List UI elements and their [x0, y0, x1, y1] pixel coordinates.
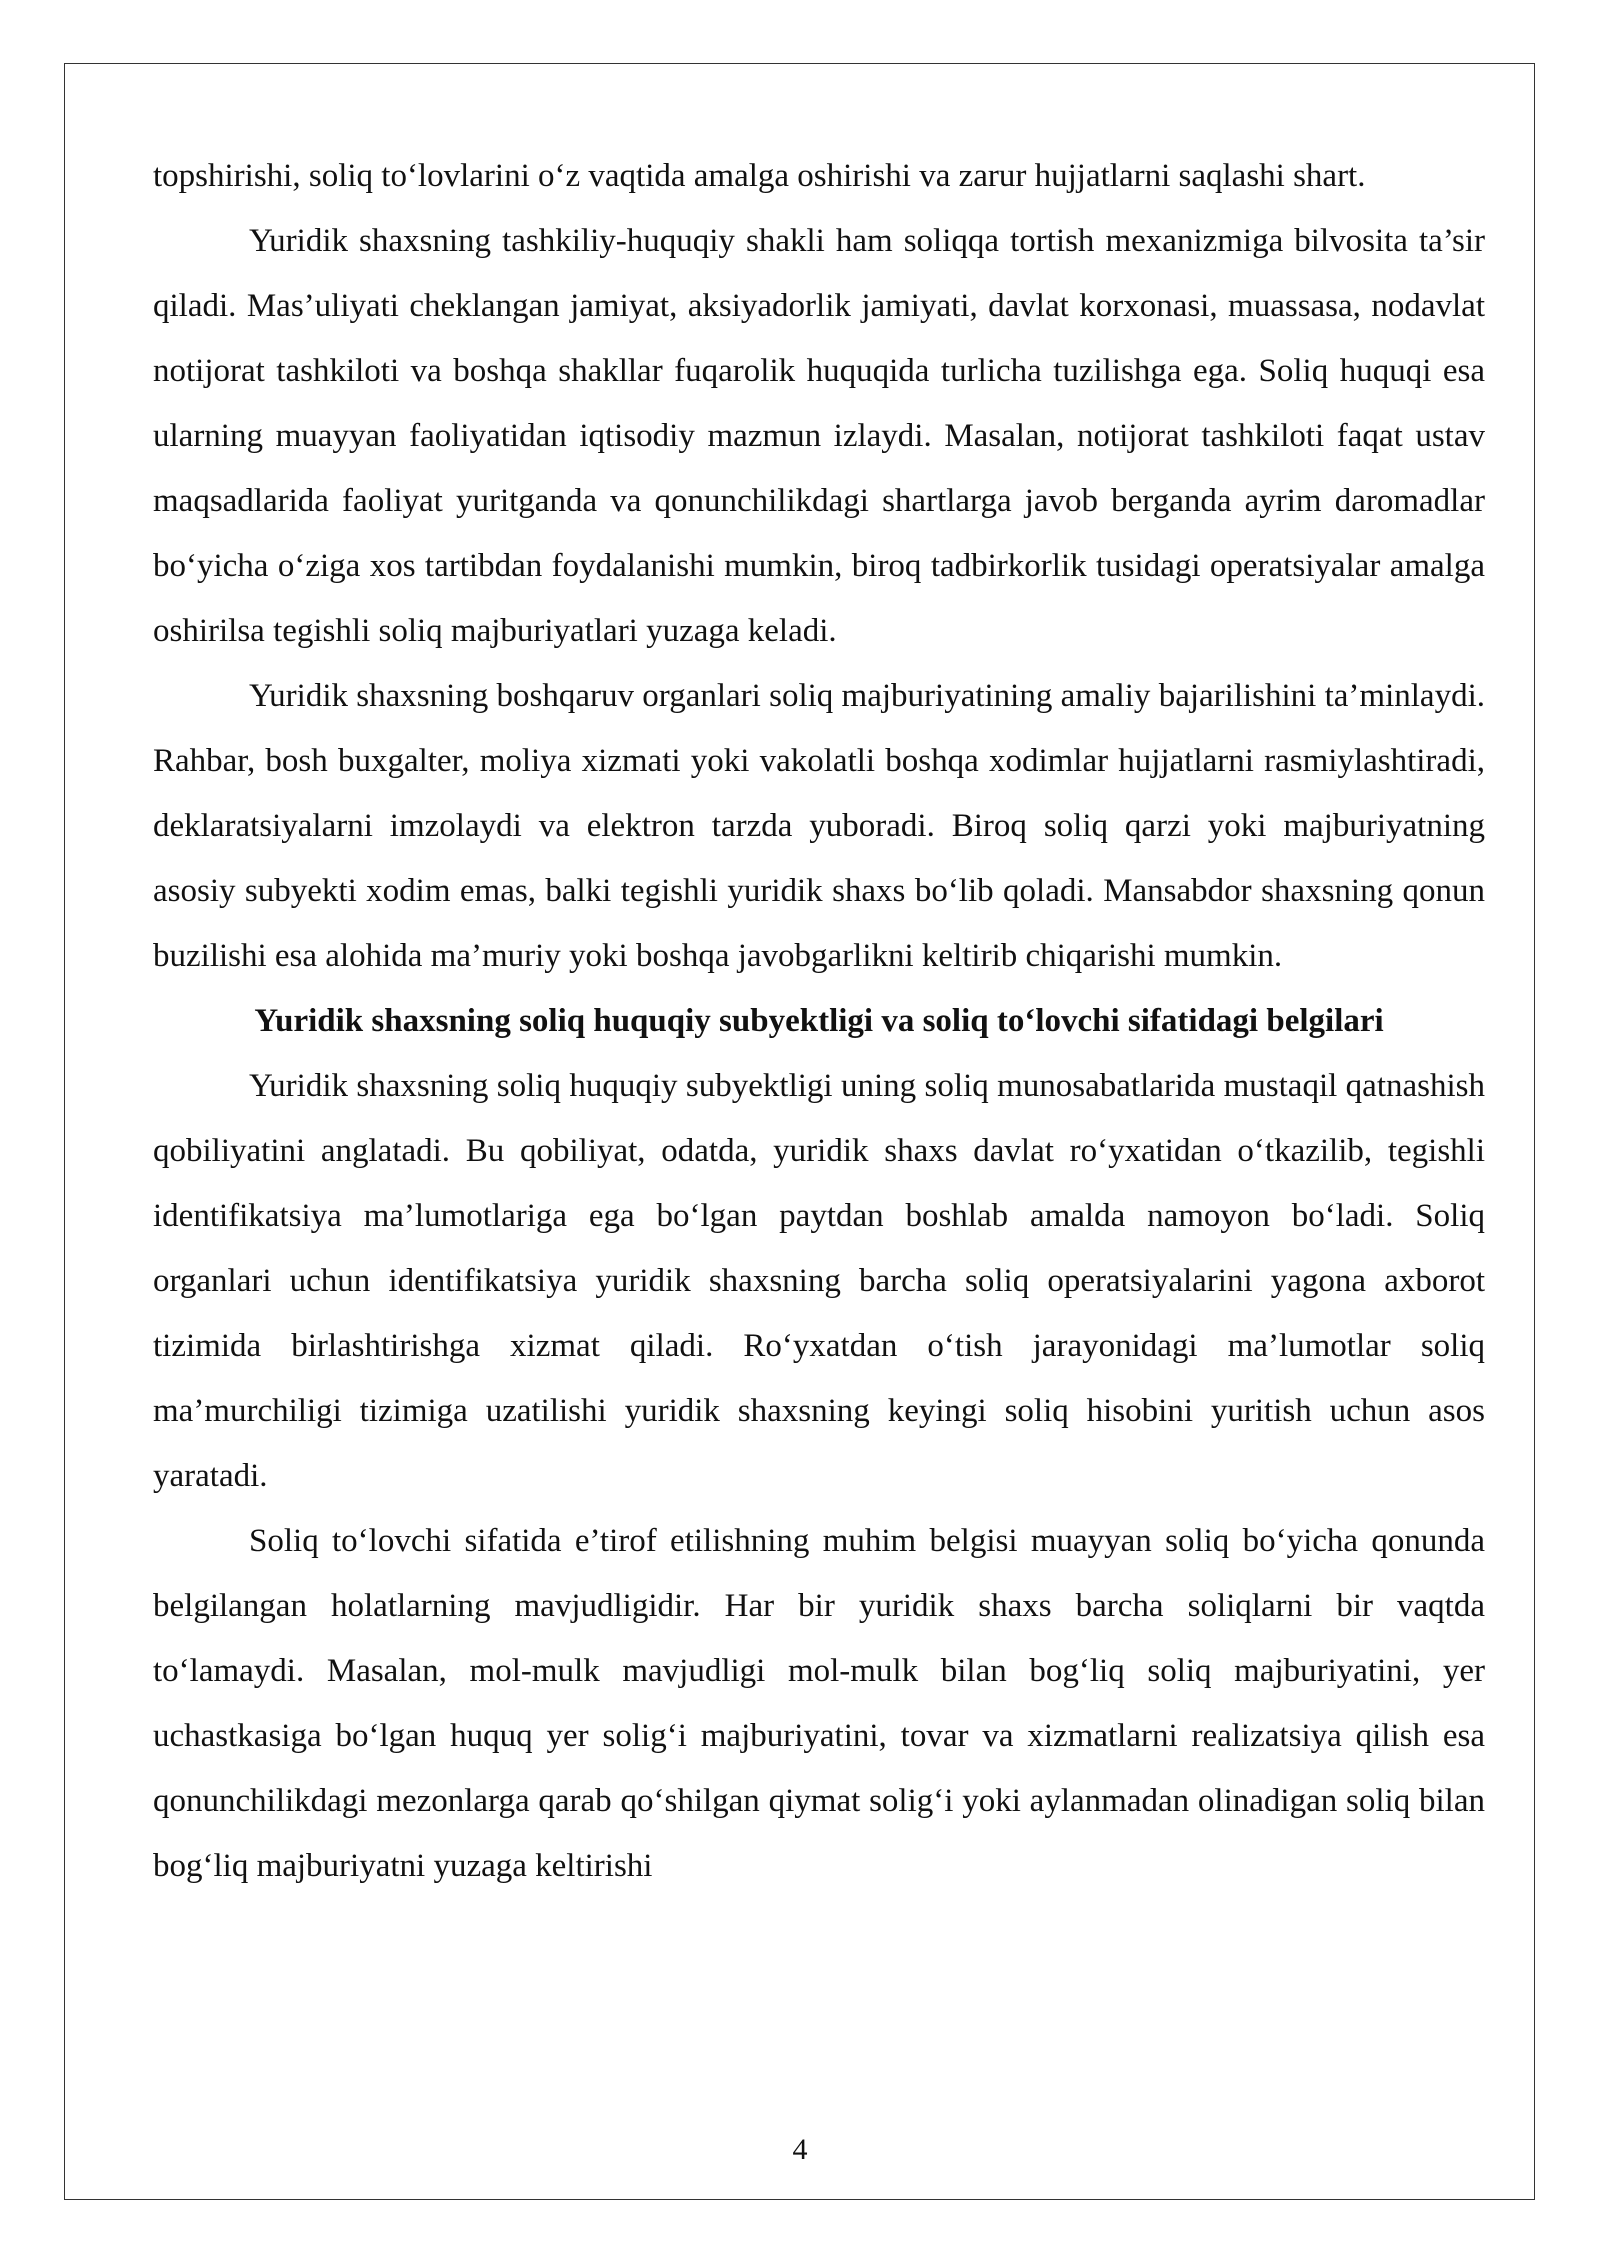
page-body [153, 144, 1485, 1899]
paragraph-continuation: topshirishi, soliq to‘lovlarini o‘z vaqtida amalga oshirishi va zarur hujjatlarni saqlashi shart. [153, 158, 1366, 194]
page-number: 4 [792, 2133, 808, 2166]
paragraph-legal-subjectivity: Yuridik shaxsning soliq huquqiy subyektligi uning soliq munosabatlarida mustaqil qatnashish qobiliyatini anglatadi. Bu qobiliyat, odatda, yuridik shaxs davlat ro‘yxatidan o‘tkazilib, tegishli identifikatsiya ma’lumotlariga ega bo‘lgan paytdan boshlab amalda namoyon bo‘ladi. Soliq organlari uchun identifikatsiya yuridik shaxsning barcha soliq operatsiyalarini yagona axborot tizimida birlashtirishga xizmat qiladi. Ro‘yxatdan o‘tish jarayonidagi ma’lumotlar soliq ma’murchiligi tizimiga uzatilishi yuridik shaxsning keyingi soliq hisobini yuritish uchun asos yaratadi. [153, 1068, 1485, 1494]
paragraph-taxpayer-recognition: Soliq to‘lovchi sifatida e’tirof etilishning muhim belgisi muayyan soliq bo‘yicha qonunda belgilangan holatlarning mavjudligidir. Har bir yuridik shaxs barcha soliqlarni bir vaqtda to‘lamaydi. Masalan, mol-mulk mavjudligi mol-mulk bilan bog‘liq soliq majburiyatini, yer uchastkasiga bo‘lgan huquq yer solig‘i majburiyatini, tovar va xizmatlarni realizatsiya qilish esa qonunchilikdagi mezonlarga qarab qo‘shilgan qiymat solig‘i yoki aylanmadan olinadigan soliq bilan bog‘liq majburiyatni yuzaga keltirishi [153, 1523, 1485, 1884]
paragraph-legal-form: Yuridik shaxsning tashkiliy-huquqiy shakli ham soliqqa tortish mexanizmiga bilvosita ta’sir qiladi. Mas’uliyati cheklangan jamiyat, aksiyadorlik jamiyati, davlat korxonasi, muassasa, nodavlat notijorat tashkiloti va boshqa shakllar fuqarolik huquqida turlicha tuzilishga ega. Soliq huquqi esa ularning muayyan faoliyatidan iqtisodiy mazmun izlaydi. Masalan, notijorat tashkiloti faqat ustav maqsadlarida faoliyat yuritganda va qonunchilikdagi shartlarga javob berganda ayrim daromadlar bo‘yicha o‘ziga xos tartibdan foydalanishi mumkin, biroq tadbirkorlik tusidagi operatsiyalar amalga oshirilsa tegishli soliq majburiyatlari yuzaga keladi. [153, 223, 1485, 649]
paragraph-management-bodies: Yuridik shaxsning boshqaruv organlari soliq majburiyatining amaliy bajarilishini ta’minlaydi. Rahbar, bosh buxgalter, moliya xizmati yoki vakolatli boshqa xodimlar hujjatlarni rasmiylashtiradi, deklaratsiyalarni imzolaydi va elektron tarzda yuboradi. Biroq soliq qarzi yoki majburiyatning asosiy subyekti xodim emas, balki tegishli yuridik shaxs bo‘lib qoladi. Mansabdor shaxsning qonun buzilishi esa alohida ma’muriy yoki boshqa javobgarlikni keltirib chiqarishi mumkin. [153, 678, 1485, 974]
section-heading: Yuridik shaxsning soliq huquqiy subyektligi va soliq to‘lovchi sifatidagi belgilari [254, 1003, 1384, 1039]
